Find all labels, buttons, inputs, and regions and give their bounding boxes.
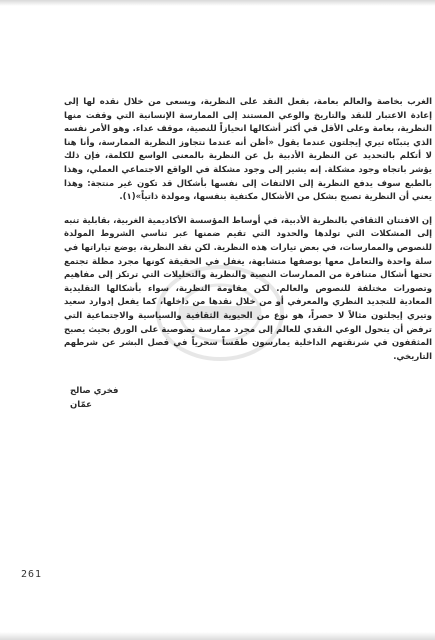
paragraph-1: الغرب بخاصة والعالم بعامة، بفعل النقد على النظرية، ويسعى من خلال نقده لها إلى إعادة الاعتبار للنقد والتاريخ والوعي المستند إلى الممارسة الإنسانية التي وقفت منها النظرية، بعامة وعلى الأقل في أكثر أشكالها انحيازاً للنصية، موقف عداء. وهو الأمر نفسه الذي يتبنّاه تيري إيجلتون عندما يقول «أظن أنه عندما نتجاوز النظرية الممارسة، وأنا هنا لا أتكلم بالتحديد عن النظرية الأدبية بل عن النظرية بالمعنى الواسع للكلمة، فإن ذلك يؤشر باتجاه وجود مشكلة. إنه يشير إلى وجود مشكلة في الواقع الاجتماعي العملي، وهذا بالطبع سوف يدفع النظرية إلى الالتفات إلى نفسها بأشكال قد تكون غير منتجة: وهذا يعني أن النظرية تصبح بشكل من الأشكال مكتفية بنفسها، ومولدة ذاتياً»(١). [64,97,432,203]
page-edge-top [0,0,435,6]
page-edge-bottom [0,632,435,640]
page-number: 261 [21,569,43,580]
paragraph-2: إن الافتتان الثقافي بالنظرية الأدبية، في أوساط المؤسسة الأكاديمية الغربية، بقابلية تنبه إلى المشكلات التي تولدها والحدود التي تقيم ضمنها عبر تناسي الشروط المولدة للنصوص والممارسات، في بعض تيارات هذه النظرية. لكن نقد النظرية، يوضع تياراتها في سلة واحدة والتعامل معها بوصفها متشابهة، يغفل في الحقيقة كونها مجرد مظلة تجتمع تحتها أشكال متنافرة من الممارسات النصية والنظرية والتحليلات التي ترتكز إلى مفاهيم وتصورات مختلفة للنصوص والعالم. لكن مقاومة النظرية، سواء بأشكالها التقليدية المعادية للتجديد النظري والمعرفي أو من خلال نقدها من داخلها، كما يفعل إدوارد سعيد وتيري إيجلتون مثالاً لا حصراً، هو نوع من الحيوية الثقافية والسياسية والاجتماعية التي ترفض أن يتحول الوعي النقدي للعالم إلى مجرد ممارسة نصوصية على الورق بحيث يصبح المثقفون في شرنقتهم الداخلية يمارسون طقساً سحرياً في فصل البشر عن شرطهم التاريخي. [64,215,432,362]
author-name: فخري صالح [70,386,119,396]
author-place: عمّان [70,400,92,410]
signature-block [70,384,118,412]
body-text [64,96,432,364]
